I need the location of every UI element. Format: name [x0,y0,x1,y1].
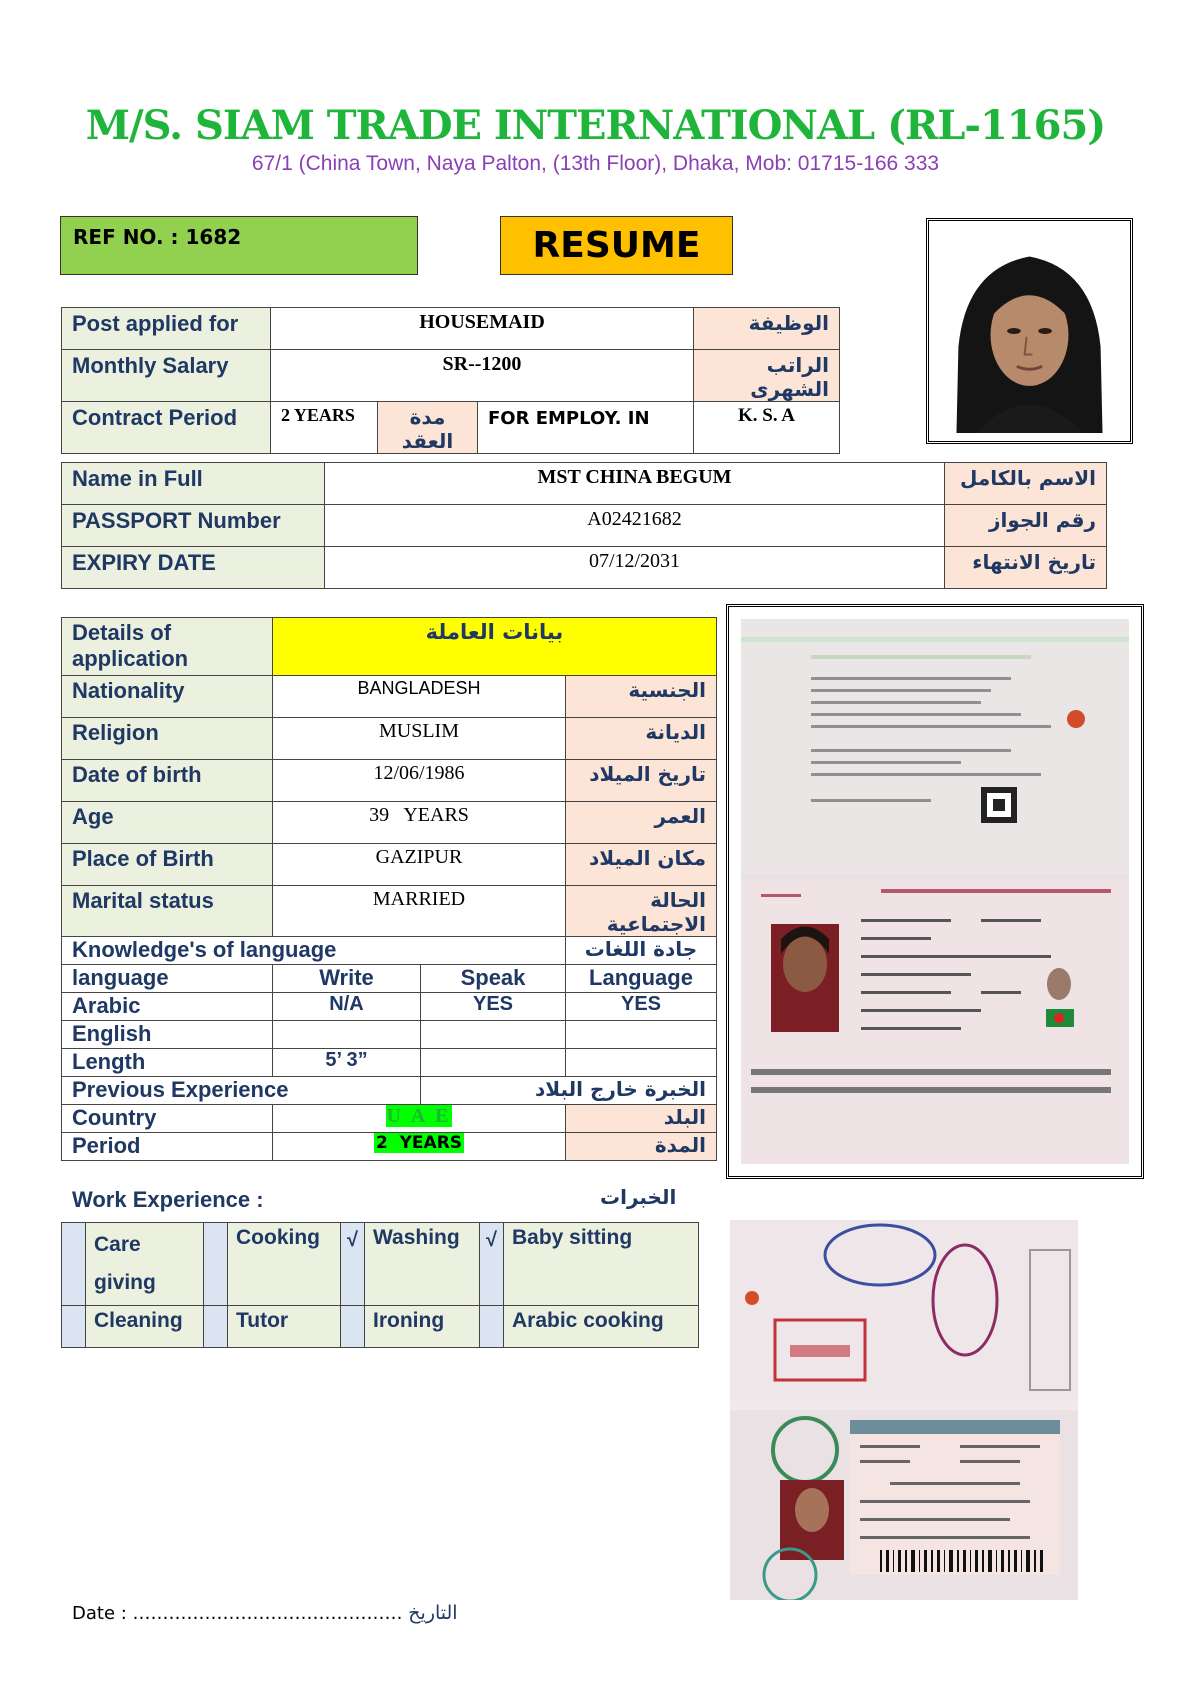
baby-sitting-label: Baby sitting [504,1223,699,1306]
country-label-ar: البلد [566,1105,717,1133]
contract-label-ar: مدة العقد [378,402,478,454]
salary-label-ar: الراتب الشهرى [694,350,840,402]
ironing-check [341,1306,365,1348]
date-label-ar: التاريخ [408,1602,458,1624]
tutor-label: Tutor [228,1306,341,1348]
english-language [566,1021,717,1049]
name-value: MST CHINA BEGUM [325,463,945,505]
age-label-ar: العمر [566,802,717,844]
knowledge-label-ar: جادة اللغات [566,937,717,965]
passport-label: PASSPORT Number [62,505,325,547]
arabic-speak: YES [421,993,566,1021]
period-cell [273,1133,566,1161]
work-experience-table [61,1222,699,1348]
care-giving-label: Care giving [86,1223,204,1306]
cooking-gap [204,1223,228,1306]
washing-check: √ [480,1223,504,1306]
country-cell [273,1105,566,1133]
period-label: Period [62,1133,273,1161]
employ-value: K. S. A [694,402,840,454]
details-header-ar: بيانات العاملة [273,618,717,676]
country-label: Country [62,1105,273,1133]
lang-header-language: language [62,965,273,993]
birthplace-value: GAZIPUR [273,844,566,886]
contract-label: Contract Period [62,402,271,454]
resume-title: RESUME [500,216,733,275]
post-value: HOUSEMAID [271,308,694,350]
length-empty-2 [566,1049,717,1077]
ironing-label: Ironing [365,1306,480,1348]
company-name: M/S. SIAM TRADE INTERNATIONAL (RL-1165) [85,102,1106,149]
english-write [273,1021,421,1049]
work-experience-title: Work Experience : [72,1187,264,1212]
contract-value: 2 YEARS [271,402,378,454]
prev-exp-label-ar: الخبرة خارج البلاد [421,1077,717,1105]
dob-value: 12/06/1986 [273,760,566,802]
details-table [61,617,717,1161]
marital-label: Marital status [62,886,273,937]
lang-header-speak: Speak [421,965,566,993]
details-header-label: Details of application [62,618,273,676]
name-label: Name in Full [62,463,325,505]
cleaning-label: Cleaning [86,1306,204,1348]
nationality-label: Nationality [62,676,273,718]
arabic-label: Arabic [62,993,273,1021]
washing-label: Washing [365,1223,480,1306]
arabic-write: N/A [273,993,421,1021]
passport-scan [726,604,1144,1179]
length-value: 5’ 3” [273,1049,421,1077]
knowledge-label: Knowledge's of language [62,937,566,965]
cleaning-check [62,1306,86,1348]
nationality-value: BANGLADESH [273,676,566,718]
identity-table [61,462,1107,589]
arabic-language: YES [566,993,717,1021]
work-experience-title-ar: الخبرات [600,1185,677,1209]
salary-label: Monthly Salary [62,350,271,402]
marital-label-ar: الحالة الاجتماعية [566,886,717,937]
arabic-cooking-check [480,1306,504,1348]
company-address: 67/1 (China Town, Naya Palton, (13th Floor), Dhaka, Mob: 01715-166 333 [251,152,940,175]
expiry-label: EXPIRY DATE [62,547,325,589]
employ-label: FOR EMPLOY. IN [478,402,694,454]
candidate-photo [926,218,1133,444]
dob-label-ar: تاريخ الميلاد [566,760,717,802]
salary-value: SR--1200 [271,350,694,402]
age-value: 39 YEARS [273,802,566,844]
visa-scan [730,1220,1078,1600]
tutor-check [204,1306,228,1348]
nationality-label-ar: الجنسية [566,676,717,718]
dob-label: Date of birth [62,760,273,802]
age-label: Age [62,802,273,844]
religion-label-ar: الديانة [566,718,717,760]
marital-value: MARRIED [273,886,566,937]
religion-value: MUSLIM [273,718,566,760]
cooking-check: √ [341,1223,365,1306]
english-label: English [62,1021,273,1049]
birthplace-label-ar: مكان الميلاد [566,844,717,886]
length-label: Length [62,1049,273,1077]
arabic-cooking-label: Arabic cooking [504,1306,699,1348]
date-label: Date : ……………………………………… [72,1603,403,1624]
country-value: U A E [386,1105,452,1127]
ref-number-box: REF NO. : 1682 [60,216,418,275]
post-label-ar: الوظيفة [694,308,840,350]
prev-exp-label: Previous Experience [62,1077,421,1105]
passport-value: A02421682 [325,505,945,547]
expiry-value: 07/12/2031 [325,547,945,589]
period-label-ar: المدة [566,1133,717,1161]
care-check [62,1223,86,1306]
cooking-label: Cooking [228,1223,341,1306]
period-value: 2 YEARS [375,1133,463,1153]
religion-label: Religion [62,718,273,760]
english-speak [421,1021,566,1049]
name-label-ar: الاسم بالكامل [945,463,1107,505]
lang-header-write: Write [273,965,421,993]
post-label: Post applied for [62,308,271,350]
passport-label-ar: رقم الجواز [945,505,1107,547]
birthplace-label: Place of Birth [62,844,273,886]
length-empty-1 [421,1049,566,1077]
date-line [72,1602,458,1624]
lang-header-language2: Language [566,965,717,993]
post-table [61,307,840,454]
expiry-label-ar: تاريخ الانتهاء [945,547,1107,589]
